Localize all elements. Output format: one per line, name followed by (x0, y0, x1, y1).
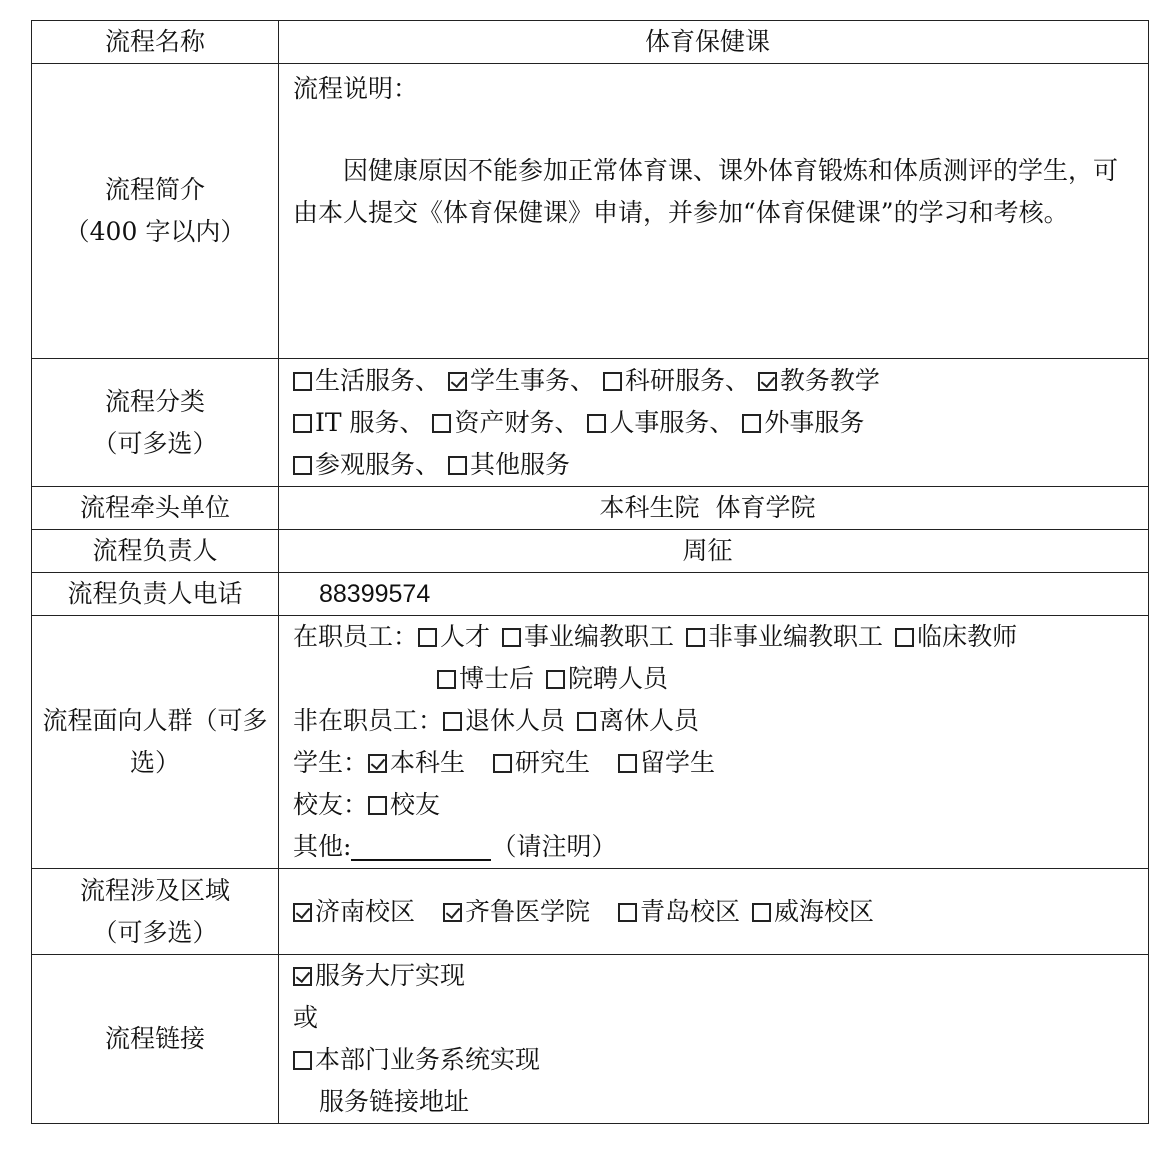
label-region-sub: （可多选） (92, 917, 218, 947)
checkbox-icon[interactable] (368, 796, 387, 815)
category-option[interactable] (742, 408, 864, 437)
audience-option[interactable] (618, 748, 715, 777)
label-lead-unit: 流程牵头单位 (32, 487, 279, 530)
label-category (32, 359, 279, 487)
row-region (32, 869, 1149, 955)
process-table (31, 20, 1149, 1124)
checkbox-icon[interactable] (293, 414, 312, 433)
audience-option[interactable] (577, 706, 699, 735)
category-option-label: 教务教学 (779, 365, 880, 395)
audience-alumni-line (293, 784, 1136, 826)
audience-option-label: 非事业编教职工 (708, 622, 884, 651)
audience-option-label: 本科生 (390, 748, 466, 777)
value-category (279, 359, 1149, 487)
audience-other-note: （请注明） (491, 832, 617, 861)
row-audience (32, 616, 1149, 869)
category-option-label: 资产财务、 (454, 407, 580, 437)
intro-text: 因健康原因不能参加正常体育课、课外体育锻炼和体质测评的学生，可由本人提交《体育保健课》申请，并参加“体育保健课”的学习和考核。 (293, 156, 1119, 227)
checkbox-icon[interactable] (502, 628, 521, 647)
label-phone: 流程负责人电话 (32, 573, 279, 616)
category-option[interactable] (758, 366, 880, 395)
category-option-label: 学生事务、 (469, 365, 595, 395)
label-owner: 流程负责人 (32, 530, 279, 573)
label-category-main: 流程分类 (104, 386, 205, 416)
category-option[interactable] (293, 450, 440, 479)
checkbox-icon[interactable] (448, 456, 467, 475)
checkbox-icon[interactable] (418, 628, 437, 647)
label-link: 流程链接 (32, 955, 279, 1124)
audience-option-label: 事业编教职工 (524, 622, 675, 651)
row-name (32, 21, 1149, 64)
row-intro (32, 64, 1149, 359)
row-owner (32, 530, 1149, 573)
process-form (31, 20, 1149, 1124)
link-or-text: 或 (293, 1003, 319, 1032)
value-audience (279, 616, 1149, 869)
region-option-label: 威海校区 (774, 896, 875, 926)
label-category-sub: （可多选） (92, 428, 218, 458)
intro-title: 流程说明： (293, 74, 419, 103)
audience-retired-line (293, 700, 1136, 742)
checkbox-icon[interactable] (752, 903, 771, 922)
checkbox-checked-icon[interactable] (758, 372, 777, 391)
link-option-2-label: 本部门业务系统实现 (315, 1045, 541, 1074)
region-option-label: 齐鲁医学院 (465, 896, 591, 926)
checkbox-checked-icon[interactable] (293, 903, 312, 922)
category-line-2 (293, 402, 1136, 444)
region-option-label: 济南校区 (315, 896, 416, 926)
audience-option[interactable] (546, 664, 668, 693)
row-link (32, 955, 1149, 1124)
category-line-1 (293, 360, 1136, 402)
checkbox-icon[interactable] (603, 372, 622, 391)
category-option-label: 参观服务、 (315, 449, 441, 479)
value-phone (279, 573, 1149, 616)
label-region-main: 流程涉及区域 (79, 875, 230, 905)
checkbox-icon[interactable] (686, 628, 705, 647)
value-region (279, 869, 1149, 955)
checkbox-icon[interactable] (618, 754, 637, 773)
value-link (279, 955, 1149, 1124)
category-option[interactable] (293, 408, 425, 437)
category-option[interactable] (603, 366, 750, 395)
audience-option-label: 人才 (440, 622, 491, 651)
category-option[interactable] (448, 366, 595, 395)
audience-option[interactable] (502, 622, 674, 651)
link-option-1[interactable] (293, 955, 1136, 997)
audience-option[interactable] (686, 622, 883, 651)
other-blank-field[interactable] (351, 833, 491, 861)
checkbox-icon[interactable] (293, 1051, 312, 1070)
audience-option[interactable] (437, 664, 534, 693)
audience-option[interactable] (368, 790, 440, 819)
region-option[interactable] (293, 897, 415, 926)
checkbox-icon[interactable] (432, 414, 451, 433)
audience-other-label: 其他: (293, 832, 352, 861)
link-address-label: 服务链接地址 (319, 1087, 470, 1116)
audience-staff-label: 在职员工： (293, 622, 419, 651)
audience-other-line (293, 826, 1136, 868)
value-name: 体育保健课 (279, 21, 1149, 64)
category-option-label: 人事服务、 (609, 407, 735, 437)
checkbox-checked-icon[interactable] (448, 372, 467, 391)
audience-option[interactable] (895, 622, 1017, 651)
checkbox-icon[interactable] (443, 712, 462, 731)
region-option[interactable] (752, 897, 874, 926)
audience-option-label: 退休人员 (465, 706, 566, 735)
audience-option-label: 离休人员 (599, 706, 700, 735)
checkbox-checked-icon[interactable] (368, 754, 387, 773)
value-lead-unit: 本科生院 体育学院 (279, 487, 1149, 530)
checkbox-icon[interactable] (618, 903, 637, 922)
label-intro-main: 流程简介 (104, 175, 205, 204)
checkbox-icon[interactable] (742, 414, 761, 433)
audience-option-label: 留学生 (640, 748, 716, 777)
category-option-label: IT 服务、 (315, 407, 425, 437)
region-option[interactable] (618, 897, 740, 926)
label-intro-sub: （400 字以内） (64, 217, 246, 246)
row-phone (32, 573, 1149, 616)
audience-student-line (293, 742, 1136, 784)
audience-option-label: 临床教师 (917, 622, 1018, 651)
audience-option[interactable] (443, 706, 565, 735)
category-line-3 (293, 444, 1136, 486)
checkbox-icon[interactable] (546, 670, 565, 689)
row-category (32, 359, 1149, 487)
audience-alumni-label: 校友： (293, 790, 369, 819)
audience-option-label: 院聘人员 (568, 664, 669, 693)
link-option-1-label: 服务大厅实现 (315, 961, 466, 990)
checkbox-checked-icon[interactable] (293, 967, 312, 986)
category-option[interactable] (432, 408, 579, 437)
value-intro (279, 64, 1149, 359)
audience-staff-line (293, 616, 1136, 658)
checkbox-icon[interactable] (587, 414, 606, 433)
audience-option[interactable] (368, 748, 465, 777)
label-name: 流程名称 (32, 21, 279, 64)
checkbox-icon[interactable] (493, 754, 512, 773)
category-option-label: 科研服务、 (624, 365, 750, 395)
checkbox-icon[interactable] (577, 712, 596, 731)
audience-staff-line-2 (293, 658, 1136, 700)
region-option[interactable] (443, 897, 590, 926)
category-option-label: 其他服务 (469, 449, 570, 479)
category-option-label: 生活服务、 (315, 365, 441, 395)
label-audience: 流程面向人群（可多选） (32, 616, 279, 869)
category-option[interactable] (293, 366, 440, 395)
checkbox-icon[interactable] (437, 670, 456, 689)
checkbox-icon[interactable] (895, 628, 914, 647)
checkbox-icon[interactable] (293, 456, 312, 475)
label-region (32, 869, 279, 955)
label-intro (32, 64, 279, 359)
row-lead-unit (32, 487, 1149, 530)
audience-option-label: 博士后 (459, 664, 535, 693)
checkbox-checked-icon[interactable] (443, 903, 462, 922)
region-option-label: 青岛校区 (640, 896, 741, 926)
audience-option[interactable] (493, 748, 590, 777)
category-option[interactable] (587, 408, 734, 437)
value-owner: 周征 (279, 530, 1149, 573)
audience-option[interactable] (418, 622, 490, 651)
audience-retired-label: 非在职员工： (293, 706, 444, 735)
phone-number: 88399574 (319, 580, 431, 608)
link-option-2[interactable] (293, 1039, 1136, 1081)
audience-option-label: 校友 (390, 790, 441, 819)
audience-student-label: 学生： (293, 748, 369, 777)
category-option-label: 外事服务 (764, 407, 865, 437)
category-option[interactable] (448, 450, 570, 479)
checkbox-icon[interactable] (293, 372, 312, 391)
audience-option-label: 研究生 (515, 748, 591, 777)
